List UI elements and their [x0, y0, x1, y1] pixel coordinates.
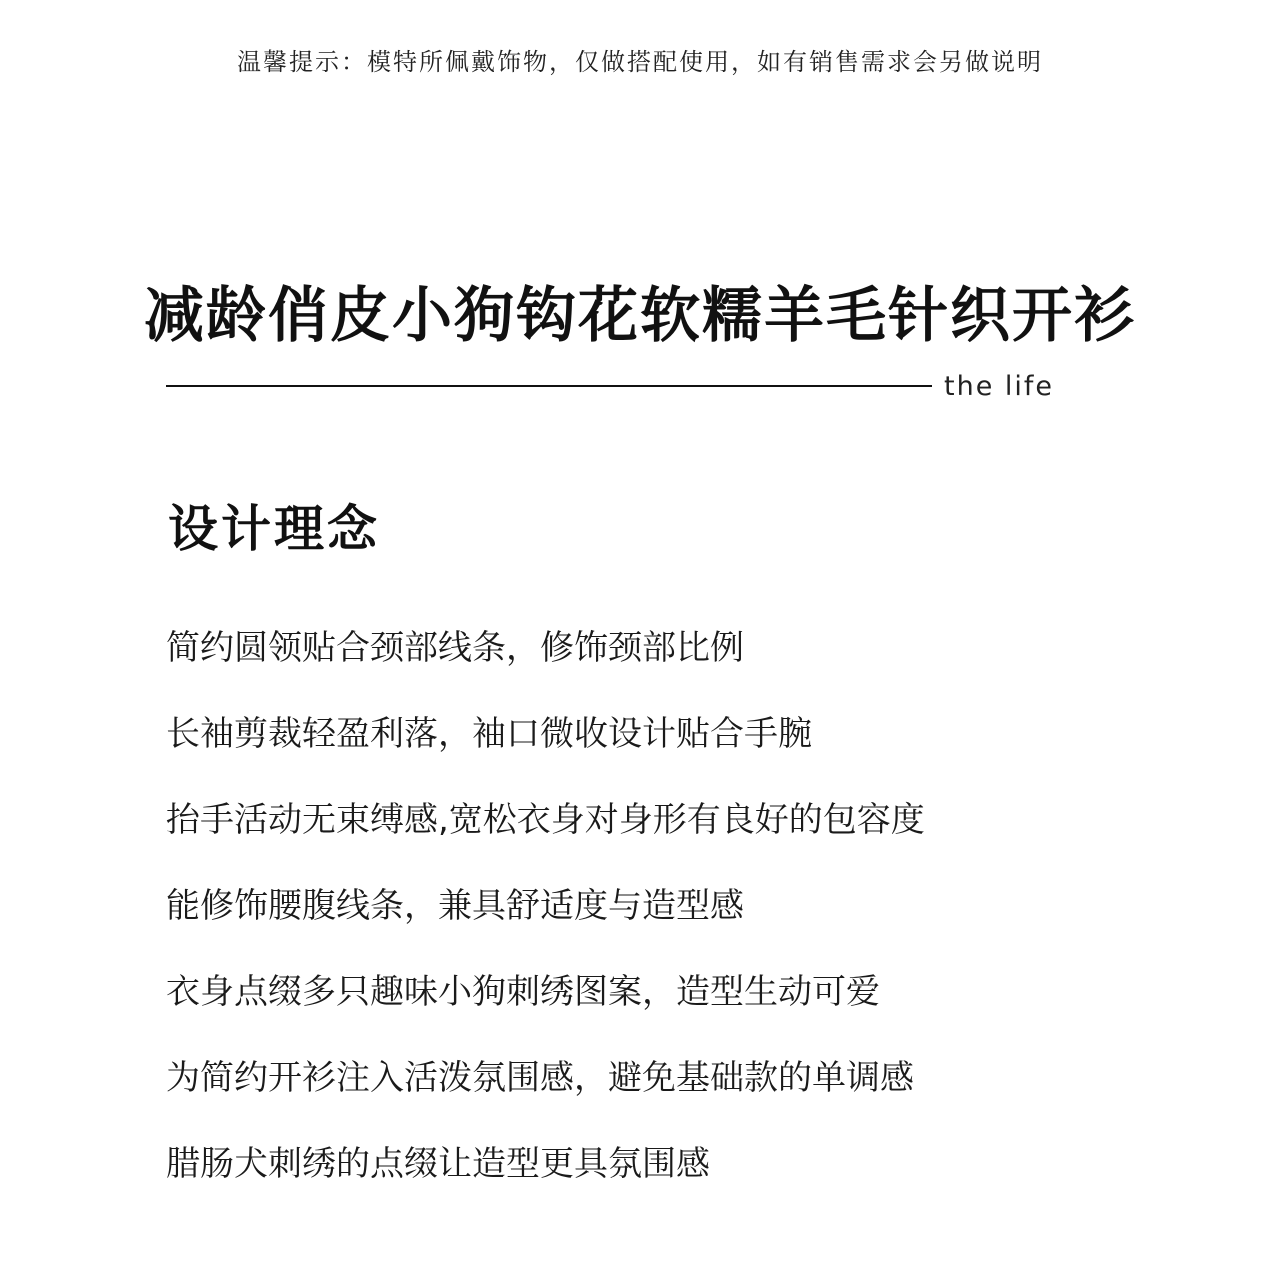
product-title: 减龄俏皮小狗钩花软糯羊毛针织开衫 [144, 281, 1136, 351]
section-heading: 设计理念 [168, 500, 380, 558]
concept-line: 简约圆领贴合颈部线条，修饰颈部比例 [166, 628, 744, 668]
concept-line: 抬手活动无束缚感,宽松衣身对身形有良好的包容度 [166, 800, 925, 840]
concept-line: 长袖剪裁轻盈利落，袖口微收设计贴合手腕 [166, 714, 812, 754]
concept-line: 能修饰腰腹线条，兼具舒适度与造型感 [166, 886, 744, 926]
notice-text: 温馨提示：模特所佩戴饰物，仅做搭配使用，如有销售需求会另做说明 [237, 48, 1043, 76]
concept-line: 腊肠犬刺绣的点缀让造型更具氛围感 [166, 1144, 710, 1184]
concept-line: 衣身点缀多只趣味小狗刺绣图案，造型生动可爱 [166, 972, 880, 1012]
concept-line: 为简约开衫注入活泼氛围感，避免基础款的单调感 [166, 1058, 914, 1098]
design-concept-list [166, 624, 925, 1226]
tagline: the life [944, 371, 1055, 402]
divider-line [166, 385, 932, 387]
